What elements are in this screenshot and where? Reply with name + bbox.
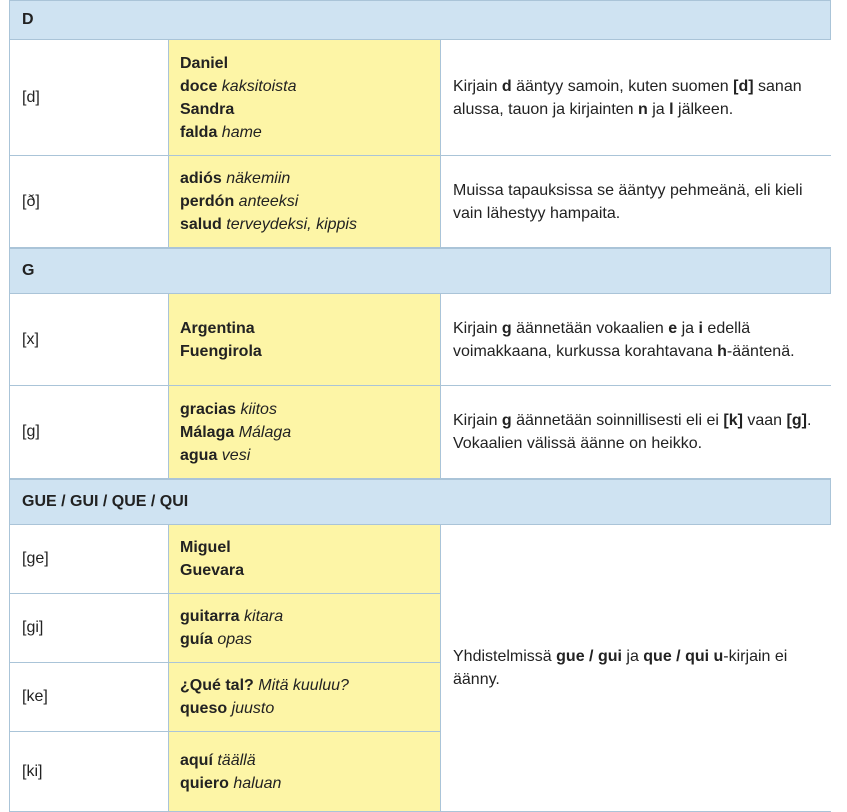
explanation-text: Muissa tapauksissa se ääntyy pehmeänä, eli kieli vain lähestyy hampaita. bbox=[453, 181, 807, 222]
examples-cell bbox=[169, 156, 441, 248]
example-word: Miguel bbox=[180, 539, 231, 556]
example-gloss: juusto bbox=[231, 700, 275, 717]
explanation-text: edellä voimakkaana, kurkussa korahtavana bbox=[453, 319, 755, 360]
explanation-cell bbox=[441, 386, 831, 479]
examples-cell bbox=[169, 294, 441, 386]
explanation-text: Kirjain bbox=[453, 77, 502, 95]
example-word: doce kaksitoista bbox=[180, 77, 297, 95]
ipa-symbol: [ð] bbox=[10, 156, 169, 248]
explanation-text: ja bbox=[647, 100, 670, 118]
explanation-text: [d] bbox=[733, 77, 754, 95]
example-gloss: opas bbox=[217, 631, 253, 648]
example-word: Málaga Málaga bbox=[180, 423, 292, 441]
example-gloss: Málaga bbox=[238, 423, 292, 441]
explanation-text: que / qui bbox=[643, 648, 710, 665]
example-word: gracias kiitos bbox=[180, 400, 277, 418]
explanation-text: l bbox=[669, 100, 674, 118]
phonetics-table bbox=[9, 0, 831, 812]
example-gloss: kaksitoista bbox=[221, 77, 297, 95]
explanation-text: ja bbox=[677, 319, 699, 337]
examples-cell bbox=[169, 732, 441, 812]
example-gloss: näkemiin bbox=[226, 170, 291, 187]
example-gloss: Mitä kuuluu? bbox=[258, 677, 349, 694]
section-header bbox=[10, 248, 830, 294]
example-gloss: kiitos bbox=[240, 400, 277, 418]
ipa-symbol: [ge] bbox=[10, 525, 169, 594]
ipa-symbol: [ki] bbox=[10, 732, 169, 812]
example-word: ¿Qué tal? Mitä kuuluu? bbox=[180, 677, 349, 694]
explanation-text: äännetään vokaalien bbox=[511, 319, 669, 337]
example-word: guía opas bbox=[180, 631, 253, 648]
section-header bbox=[10, 0, 830, 40]
explanation-cell bbox=[441, 294, 831, 386]
explanation-text: h bbox=[717, 342, 727, 360]
examples-cell bbox=[169, 40, 441, 156]
ipa-symbol: [x] bbox=[10, 294, 169, 386]
ipa-symbol: [g] bbox=[10, 386, 169, 479]
section-header bbox=[10, 479, 830, 525]
ipa-symbol: [ke] bbox=[10, 663, 169, 732]
explanation-text: -kirjain ei äänny. bbox=[453, 648, 792, 688]
explanation-cell bbox=[441, 156, 831, 248]
explanation-text: vaan bbox=[742, 412, 787, 429]
example-gloss: vesi bbox=[221, 446, 251, 464]
section-title: G bbox=[22, 262, 35, 279]
example-word: queso juusto bbox=[180, 700, 275, 717]
example-word: Argentina bbox=[180, 319, 255, 337]
explanation-text: d bbox=[501, 77, 512, 95]
section-title: D bbox=[22, 11, 34, 28]
example-gloss: terveydeksi, kippis bbox=[226, 216, 357, 233]
ipa-symbol: [gi] bbox=[10, 594, 169, 663]
examples-cell bbox=[169, 525, 441, 594]
ipa-symbol: [d] bbox=[10, 40, 169, 156]
example-word: quiero haluan bbox=[180, 774, 282, 792]
example-word: falda hame bbox=[180, 123, 262, 141]
example-word: Guevara bbox=[180, 562, 245, 579]
example-word: adiós näkemiin bbox=[180, 170, 291, 187]
explanation-text: [g] bbox=[786, 412, 807, 429]
explanation-text: Yhdistelmissä bbox=[453, 648, 557, 665]
explanation-text: g bbox=[501, 319, 512, 337]
example-gloss: kitara bbox=[244, 608, 284, 625]
example-word: aquí täällä bbox=[180, 751, 256, 769]
explanation-text: e bbox=[668, 319, 678, 337]
example-word: Daniel bbox=[180, 54, 229, 72]
example-gloss: täällä bbox=[217, 751, 256, 769]
explanation-text: gue / gui bbox=[556, 648, 622, 665]
explanation-cell bbox=[441, 40, 831, 156]
examples-cell bbox=[169, 386, 441, 479]
explanation-text: -ääntenä. bbox=[726, 342, 795, 360]
explanation-cell bbox=[441, 525, 831, 812]
explanation-text: g bbox=[501, 412, 512, 429]
explanation-text: jälkeen. bbox=[673, 100, 734, 118]
example-gloss: anteeksi bbox=[238, 193, 299, 210]
explanation-text: ääntyy samoin, kuten suomen bbox=[511, 77, 734, 95]
examples-cell bbox=[169, 663, 441, 732]
explanation-text: . Vokaalien välissä äänne on heikko. bbox=[453, 412, 816, 452]
explanation-text: ja bbox=[621, 648, 644, 665]
example-word: agua vesi bbox=[180, 446, 251, 464]
explanation-text: [k] bbox=[723, 412, 743, 429]
explanation-text: äännetään soinnillisesti eli ei bbox=[511, 412, 724, 429]
examples-cell bbox=[169, 594, 441, 663]
explanation-text: Kirjain bbox=[453, 412, 502, 429]
explanation-text: Kirjain bbox=[453, 319, 502, 337]
example-gloss: hame bbox=[221, 123, 262, 141]
explanation-text: sanan alussa, tauon ja kirjainten bbox=[453, 77, 807, 118]
explanation-text: n bbox=[638, 100, 648, 118]
example-word: perdón anteeksi bbox=[180, 193, 299, 210]
section-title: GUE / GUI / QUE / QUI bbox=[22, 493, 189, 510]
example-word: salud terveydeksi, kippis bbox=[180, 216, 357, 233]
explanation-text: i bbox=[698, 319, 703, 337]
explanation-text: u bbox=[713, 648, 724, 665]
example-gloss: haluan bbox=[233, 774, 282, 792]
example-word: guitarra kitara bbox=[180, 608, 284, 625]
example-word: Fuengirola bbox=[180, 342, 262, 360]
example-word: Sandra bbox=[180, 100, 235, 118]
